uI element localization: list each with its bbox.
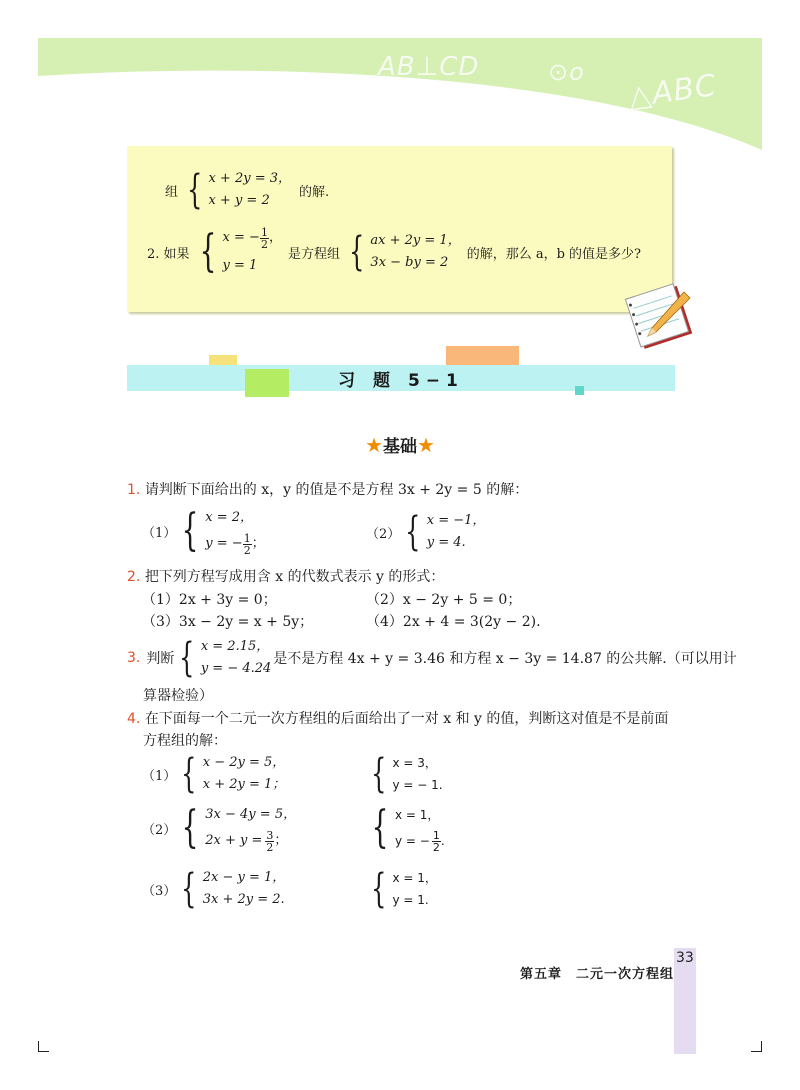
q1-p2-eq1: x = −1， — [426, 513, 486, 528]
q4-r2-v1: x = 1， — [395, 808, 440, 822]
q4-r1-v2: y = − 1. — [392, 778, 443, 792]
exercise-title-bar — [127, 365, 675, 391]
chapter-footer: 第五章 二元一次方程组 — [520, 967, 675, 982]
deco-square — [575, 386, 584, 395]
q1-p1-eq1: x = 2， — [205, 510, 254, 525]
q4-r3-eq1: 2x − y = 1， — [202, 870, 286, 885]
note-l1-eq2: x + y = 2 — [208, 193, 270, 208]
banner-circle-text: ⊙o — [548, 58, 585, 86]
q4-r2-eq1: 3x − 4y = 5， — [205, 807, 297, 822]
section-heading — [0, 432, 800, 457]
q4-text-continued: 方程组的解： — [143, 733, 227, 749]
note-q2-eq2: 3x − by = 2 — [370, 255, 449, 270]
brace: { — [349, 229, 365, 275]
q4-r1-eq2: x + 2y = 1； — [202, 777, 286, 792]
note-q2-prefix: 2. 如果 — [147, 246, 190, 262]
q1-p2-eq2: y = 4. — [426, 535, 466, 550]
brace: { — [181, 505, 199, 556]
q1-number: 1. — [127, 482, 141, 498]
note-line-1 — [165, 168, 329, 212]
fraction — [243, 533, 252, 556]
q4-row-2-system — [142, 802, 296, 854]
q3-eq1: x = 2.15， — [200, 639, 270, 654]
q1-text: 请判断下面给出的 x，y 的值是不是方程 3x + 2y = 5 的解： — [144, 482, 529, 498]
q4-text: 在下面每一个二元一次方程组的后面给出了一对 x 和 y 的值，判断这对值是不是前面 — [144, 711, 669, 727]
q3-text-continued: 算器检验） — [143, 688, 213, 704]
frac-den: 2 — [243, 543, 251, 557]
fraction — [265, 830, 274, 853]
q2-item-4: （4）2x + 4 = 3(2y − 2). — [366, 614, 541, 630]
brace: { — [199, 226, 216, 277]
banner-perpendicular-text: AB⊥CD — [378, 52, 480, 82]
q2-text: 把下列方程写成用含 x 的代数式表示 y 的形式： — [144, 569, 445, 585]
star-icon: ★ — [417, 433, 435, 457]
q1-part-2 — [366, 510, 485, 554]
q4-statement — [127, 708, 668, 728]
q1-p1-eq2: y = − — [205, 536, 243, 551]
q3-text: 是不是方程 4x + y = 3.46 和方程 x − 3y = 14.87 的公共解.（可以用计 — [273, 651, 737, 667]
notebook-pencil-icon — [624, 282, 700, 354]
note-l1-eq1: x + 2y = 3， — [208, 171, 292, 186]
banner-triangle-text: △ABC — [625, 67, 720, 116]
q4-number: 4. — [127, 711, 141, 727]
q4-row-3-system — [142, 867, 285, 911]
deco-tab-orange — [446, 346, 519, 366]
star-icon: ★ — [365, 433, 383, 457]
brace: { — [371, 802, 389, 853]
q2-item-3: （3）3x − 2y = x + 5y； — [142, 614, 314, 630]
q1-statement — [127, 479, 528, 499]
crop-mark-bottom-right — [751, 1041, 762, 1052]
crop-mark-bottom-left — [38, 1041, 49, 1052]
deco-tab-green — [245, 369, 289, 397]
q2-item-1: （1）2x + 3y = 0； — [142, 592, 277, 608]
q1-p2-label: （2） — [366, 526, 401, 542]
q1-p1-label: （1） — [142, 525, 177, 541]
note-q2-eq1: ax + 2y = 1， — [370, 233, 461, 248]
fraction — [260, 227, 269, 250]
q4-r1-eq1: x − 2y = 5， — [202, 755, 286, 770]
q1-p1-eq2-end: ； — [251, 536, 265, 551]
q3-statement — [127, 636, 737, 680]
frac-den: 2 — [432, 840, 440, 854]
q4-row-2-values — [366, 802, 445, 854]
section-label: 基础 — [383, 437, 417, 457]
q4-r1-label: （1） — [142, 768, 177, 784]
note-l1-prefix: 组 — [165, 184, 179, 200]
q4-r2-v2-end: . — [440, 834, 445, 848]
q4-r3-eq2: 3x + 2y = 2. — [202, 892, 285, 907]
q2-statement — [127, 566, 444, 586]
q4-r3-label: （3） — [142, 883, 177, 899]
note-q2-comma: ， — [268, 230, 282, 245]
q3-prefix: 判断 — [146, 651, 175, 667]
frac-den: 2 — [260, 237, 268, 251]
note-q2-y: y = 1 — [222, 258, 258, 273]
note-q2-x: x = − — [222, 230, 260, 245]
frac-num: 1 — [260, 225, 268, 239]
page-number: 33 — [676, 950, 694, 966]
q4-row-1-system — [142, 752, 285, 796]
brace: { — [405, 509, 421, 555]
q4-r3-v2: y = 1. — [392, 893, 429, 907]
brace: { — [179, 635, 195, 681]
frac-num: 1 — [243, 531, 251, 545]
note-box — [127, 146, 672, 312]
brace: { — [371, 751, 387, 797]
q4-row-1-values — [366, 752, 443, 796]
note-l1-suffix: 的解. — [299, 184, 330, 200]
q4-r2-eq2: 2x + y = — [205, 833, 263, 848]
q1-part-1 — [142, 505, 265, 557]
q4-r2-label: （2） — [142, 822, 177, 838]
frac-num: 1 — [432, 828, 440, 842]
q4-r3-v1: x = 1， — [392, 871, 437, 885]
q3-eq2: y = − 4.24 — [200, 661, 272, 676]
note-question-2 — [147, 224, 641, 280]
fraction — [432, 830, 441, 853]
brace: { — [181, 751, 197, 797]
q4-r2-v2: y = − — [395, 834, 430, 848]
note-q2-mid: 是方程组 — [287, 246, 340, 262]
frac-den: 2 — [266, 840, 274, 854]
q3-number: 3. — [127, 650, 141, 666]
brace: { — [371, 866, 387, 912]
q4-r2-eq2-end: ； — [274, 833, 288, 848]
q4-r1-v1: x = 3， — [392, 756, 437, 770]
brace: { — [187, 167, 203, 213]
note-q2-suffix: 的解，那么 a，b 的值是多少? — [466, 246, 642, 262]
brace: { — [181, 802, 199, 853]
q2-number: 2. — [127, 569, 141, 585]
q4-row-3-values — [366, 867, 437, 911]
frac-num: 3 — [266, 828, 274, 842]
brace: { — [181, 866, 197, 912]
exercise-title: 习 题 5−1 — [338, 371, 464, 391]
q2-item-2: （2）x − 2y + 5 = 0； — [366, 592, 522, 608]
